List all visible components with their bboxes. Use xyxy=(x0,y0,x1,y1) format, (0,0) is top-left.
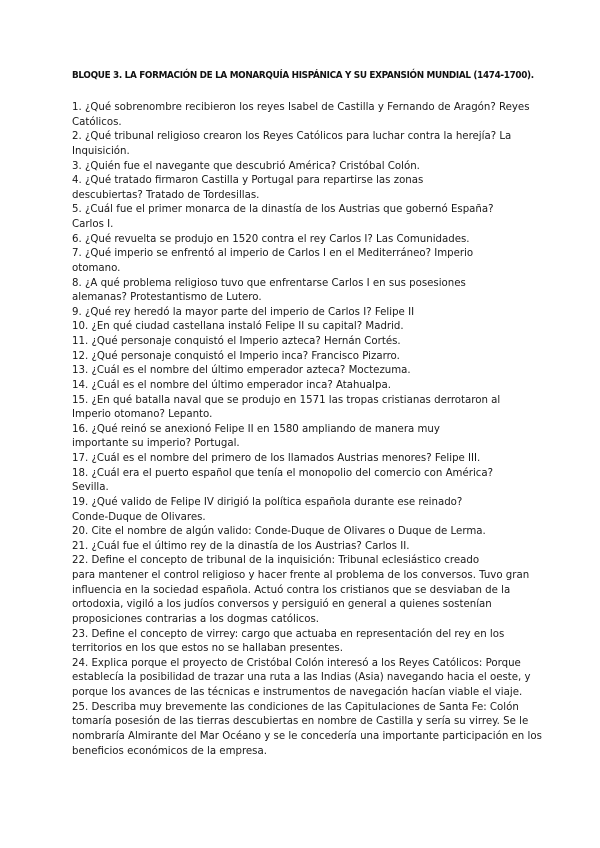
text-line: 1. ¿Qué sobrenombre recibieron los reyes Isabel de Castilla y Fernando de Aragón? Reyes xyxy=(72,102,530,113)
text-line: 6. ¿Qué revuelta se produjo en 1520 contra el rey Carlos I? Las Comunidades. xyxy=(72,233,470,245)
text-line: otomano. xyxy=(72,262,121,274)
text-line: 8. ¿A qué problema religioso tuvo que enfrentarse Carlos I en sus posesiones xyxy=(72,277,466,289)
text-line: alemanas? Protestantismo de Lutero. xyxy=(72,292,262,304)
text-line: 25. Describa muy brevemente las condiciones de las Capitulaciones de Santa Fe: Colón xyxy=(72,701,519,713)
text-line: 18. ¿Cuál era el puerto español que tenía el monopolio del comercio con América? xyxy=(72,467,494,479)
text-line: descubiertas? Tratado de Tordesillas. xyxy=(72,189,260,201)
text-line: 4. ¿Qué tratado firmaron Castilla y Portugal para repartirse las zonas xyxy=(72,175,424,187)
question-list xyxy=(72,101,542,759)
text-line: 12. ¿Qué personaje conquistó el Imperio inca? Francisco Pizarro. xyxy=(72,350,400,362)
text-line: 2. ¿Qué tribunal religioso crearon los Reyes Católicos para luchar contra la herejía? La xyxy=(72,131,512,143)
text-line: 15. ¿En qué batalla naval que se produjo en 1571 las tropas cristianas derrotaron al xyxy=(72,394,501,406)
text-line: 22. Define el concepto de tribunal de la inquisición: Tribunal eclesiástico creado xyxy=(72,555,480,567)
text-line: 16. ¿Qué reinó se anexionó Felipe II en 1580 ampliando de manera muy xyxy=(72,423,440,435)
text-line: 23. Define el concepto de virrey: cargo que actuaba en representación del rey en los xyxy=(72,628,505,640)
text-line: 21. ¿Cuál fue el último rey de la dinastía de los Austrias? Carlos II. xyxy=(72,540,410,552)
text-line: 9. ¿Qué rey heredó la mayor parte del imperio de Carlos I? Felipe II xyxy=(72,306,415,318)
text-line: proposiciones contrarias a los dogmas católicos. xyxy=(72,613,320,625)
text-line: Sevilla. xyxy=(72,482,109,494)
text-line: 13. ¿Cuál es el nombre del último emperador azteca? Moctezuma. xyxy=(72,365,411,377)
text-line: influencia en la sociedad española. Actuó contra los cristianos que se desviaban de la xyxy=(72,584,511,596)
text-line: nombraría Almirante del Mar Océano y se le concedería una importante participación en los xyxy=(72,730,542,742)
text-line: Conde-Duque de Olivares. xyxy=(72,511,206,523)
text-line: beneficios económicos de la empresa. xyxy=(72,745,267,757)
text-line: 10. ¿En qué ciudad castellana instaló Felipe II su capital? Madrid. xyxy=(72,321,404,333)
text-line: ortodoxia, vigiló a los judíos conversos y persiguió en general a quienes sostenían xyxy=(72,599,492,611)
text-line: 14. ¿Cuál es el nombre del último emperador inca? Atahualpa. xyxy=(72,379,391,391)
text-line: 3. ¿Quién fue el navegante que descubrió América? Cristóbal Colón. xyxy=(72,160,420,172)
text-line: tomaría posesión de las tierras descubiertas en nombre de Castilla y sería su virrey. Se le xyxy=(72,716,529,728)
text-line: 19. ¿Qué valido de Felipe IV dirigió la política española durante ese reinado? xyxy=(72,496,463,508)
text-line: 7. ¿Qué imperio se enfrentó al imperio de Carlos I en el Mediterráneo? Imperio xyxy=(72,248,474,260)
text-line: territorios en los que estos no se hallaban presentes. xyxy=(72,643,343,655)
text-line: importante su imperio? Portugal. xyxy=(72,438,240,450)
page-title: BLOQUE 3. LA FORMACIÓN DE LA MONARQUÍA HISPÁNICA Y SU EXPANSIÓN MUNDIAL (1474-1700). xyxy=(72,70,534,81)
text-line: para mantener el control religioso y hacer frente al problema de los conversos. Tuvo gran xyxy=(72,570,530,581)
text-line: Católicos. xyxy=(72,116,122,128)
text-line: Carlos I. xyxy=(72,219,114,230)
text-line: 20. Cite el nombre de algún valido: Conde-Duque de Olivares o Duque de Lerma. xyxy=(72,526,486,538)
text-line: porque los avances de las técnicas e instrumentos de navegación hacían viable el viaje. xyxy=(72,687,523,698)
text-line: 11. ¿Qué personaje conquistó el Imperio azteca? Hernán Cortés. xyxy=(72,336,401,347)
text-line: 17. ¿Cuál es el nombre del primero de los llamados Austrias menores? Felipe III. xyxy=(72,453,481,464)
text-line: Imperio otomano? Lepanto. xyxy=(72,409,213,421)
text-line: Inquisición. xyxy=(72,145,130,157)
text-line: 5. ¿Cuál fue el primer monarca de la dinastía de los Austrias que gobernó España? xyxy=(72,204,494,216)
text-line: establecía la posibilidad de trazar una ruta a las Indias (Asia) navegando hacia el oeste, y xyxy=(72,672,531,684)
text-line: 24. Explica porque el proyecto de Cristóbal Colón interesó a los Reyes Católicos: Porque xyxy=(72,657,521,669)
